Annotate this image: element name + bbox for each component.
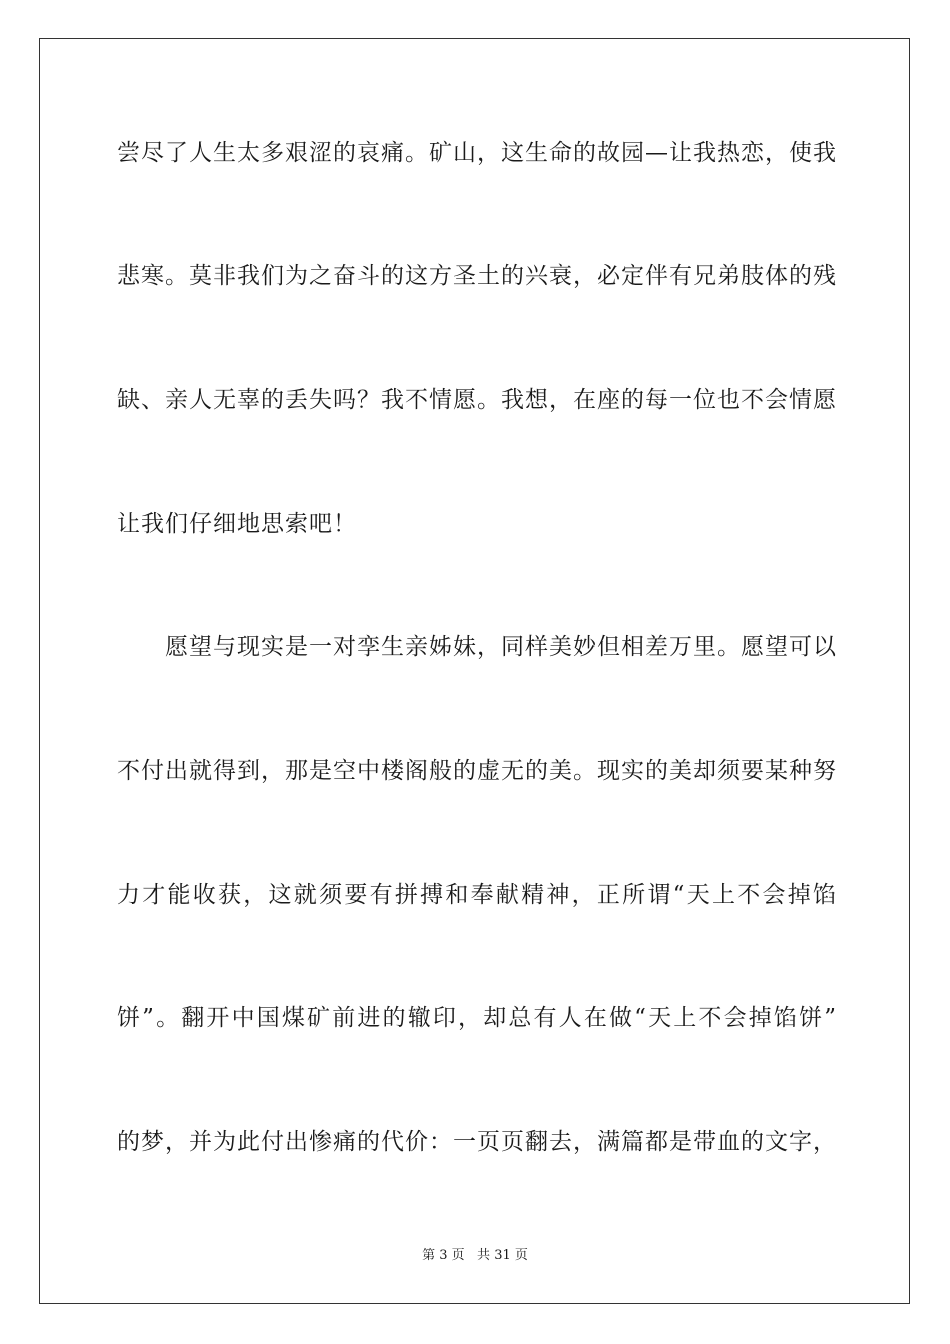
paragraph-first-line: 愿望与现实是一对孪生亲姊妹，同样美妙但相差万里。愿望可以 <box>165 634 837 660</box>
text-line: 力才能收获，这就须要有拼搏和奉献精神，正所谓“天上不会掉馅 <box>117 882 837 908</box>
text-line: 让我们仔细地思索吧！ <box>117 511 357 537</box>
text-line: 饼”。翻开中国煤矿前进的辙印，却总有人在做“天上不会掉馅饼” <box>117 1005 837 1031</box>
text-line: 尝尽了人生太多艰涩的哀痛。矿山，这生命的故园—让我热恋，使我 <box>117 140 837 166</box>
text-line: 缺、亲人无辜的丢失吗？我不情愿。我想，在座的每一位也不会情愿 <box>117 387 837 413</box>
text-line: 不付出就得到，那是空中楼阁般的虚无的美。现实的美却须要某种努 <box>117 758 837 784</box>
text-line: 悲寒。莫非我们为之奋斗的这方圣土的兴衰，必定伴有兄弟肢体的残 <box>117 263 837 289</box>
page-number-footer: 第 3 页 共 31 页 <box>422 1248 528 1263</box>
text-line: 的梦，并为此付出惨痛的代价：一页页翻去，满篇都是带血的文字， <box>117 1129 837 1155</box>
page-frame <box>39 38 910 1304</box>
